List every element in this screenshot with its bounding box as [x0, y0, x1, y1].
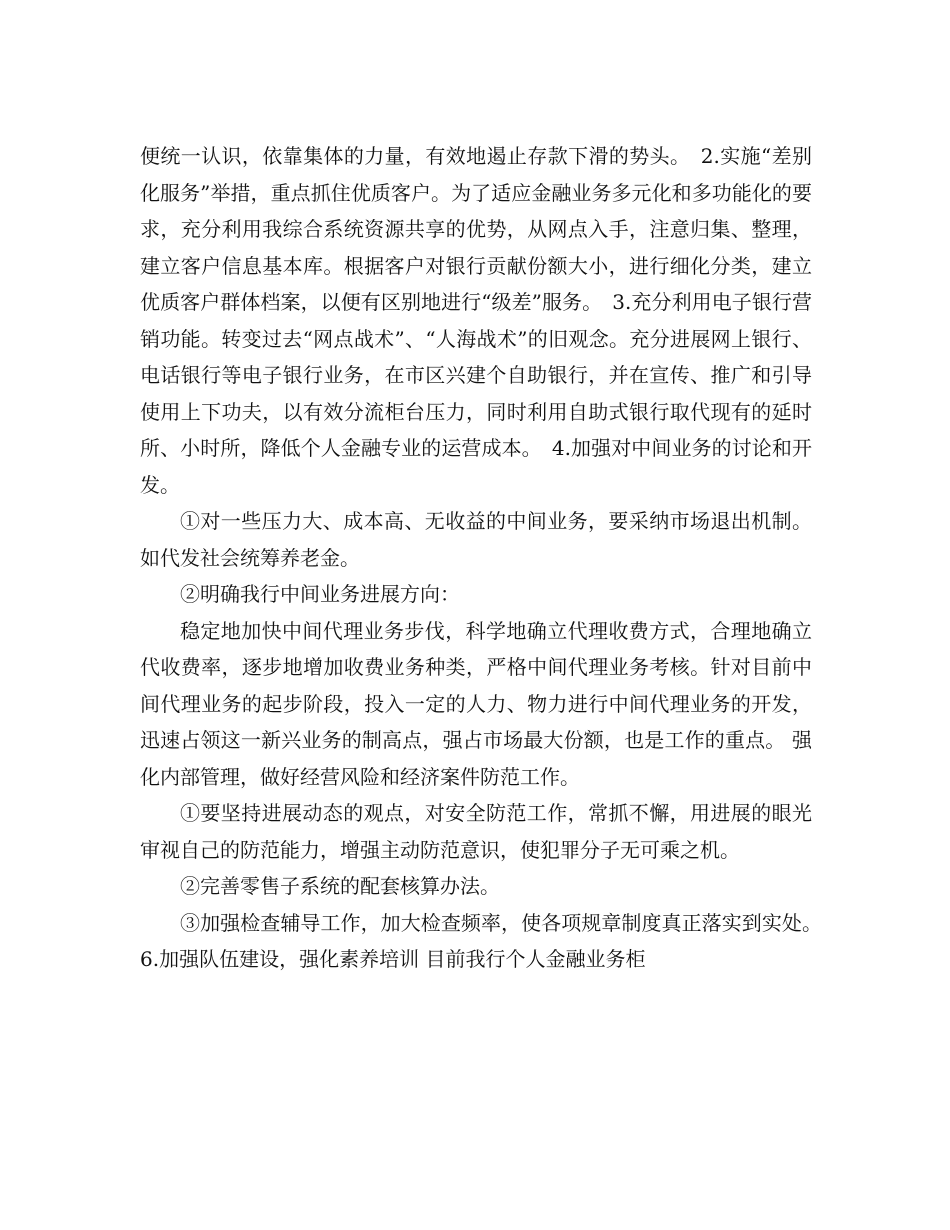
paragraph-item-exit-mechanism: ①对一些压力大、成本高、无收益的中间业务，要采纳市场退出机制。如代发社会统筹养老金。 — [140, 509, 812, 570]
paragraph-strategies: 便统一认识，依靠集体的力量，有效地遏止存款下滑的势头。 2.实施“差别化服务”举措，重点抓住优质客户。为了适应金融业务多元化和多功能化的要求，充分利用我综合系统资源共享的优势，从网点入手，注意归集、整理，建立客户信息基本库。根据客户对银行贡献份额大小，进行细化分类，建立优质客户群体档案，以便有区别地进行“级差”服务。 3.充分利用电子银行营销功能。转变过去“网点战术”、“人海战术”的旧观念。充分进展网上银行、电话银行等电子银行业务，在市区兴建个自助银行，并在宣传、推广和引导使用上下功夫，以有效分流柜台压力，同时利用自助式银行取代现有的延时所、小时所，降低个人金融专业的运营成本。 4.加强对中间业务的讨论和开发。 — [140, 144, 812, 497]
paragraph-item-accounting: ②完善零售子系统的配套核算办法。 — [180, 874, 500, 898]
paragraph-item-direction: ②明确我行中间业务进展方向： — [180, 582, 460, 606]
paragraph-item-inspection: ③加强检查辅导工作，加大检查频率，使各项规章制度真正落实到实处。 6.加强队伍建设，强化素养培训 目前我行个人金融业务柜 — [140, 910, 832, 971]
document-body — [140, 138, 832, 978]
paragraph-agency-business: 稳定地加快中间代理业务步伐，科学地确立代理收费方式，合理地确立代收费率，逐步地增加收费业务种类，严格中间代理业务考核。针对目前中间代理业务的起步阶段，投入一定的人力、物力进行中间代理业务的开发，迅速占领这一新兴业务的制高点，强占市场最大份额，也是工作的重点。 强化内部管理，做好经营风险和经济案件防范工作。 — [140, 618, 812, 789]
paragraph-item-security: ①要坚持进展动态的观点，对安全防范工作，常抓不懈，用进展的眼光审视自己的防范能力，增强主动防范意识，使犯罪分子无可乘之机。 — [140, 801, 812, 862]
